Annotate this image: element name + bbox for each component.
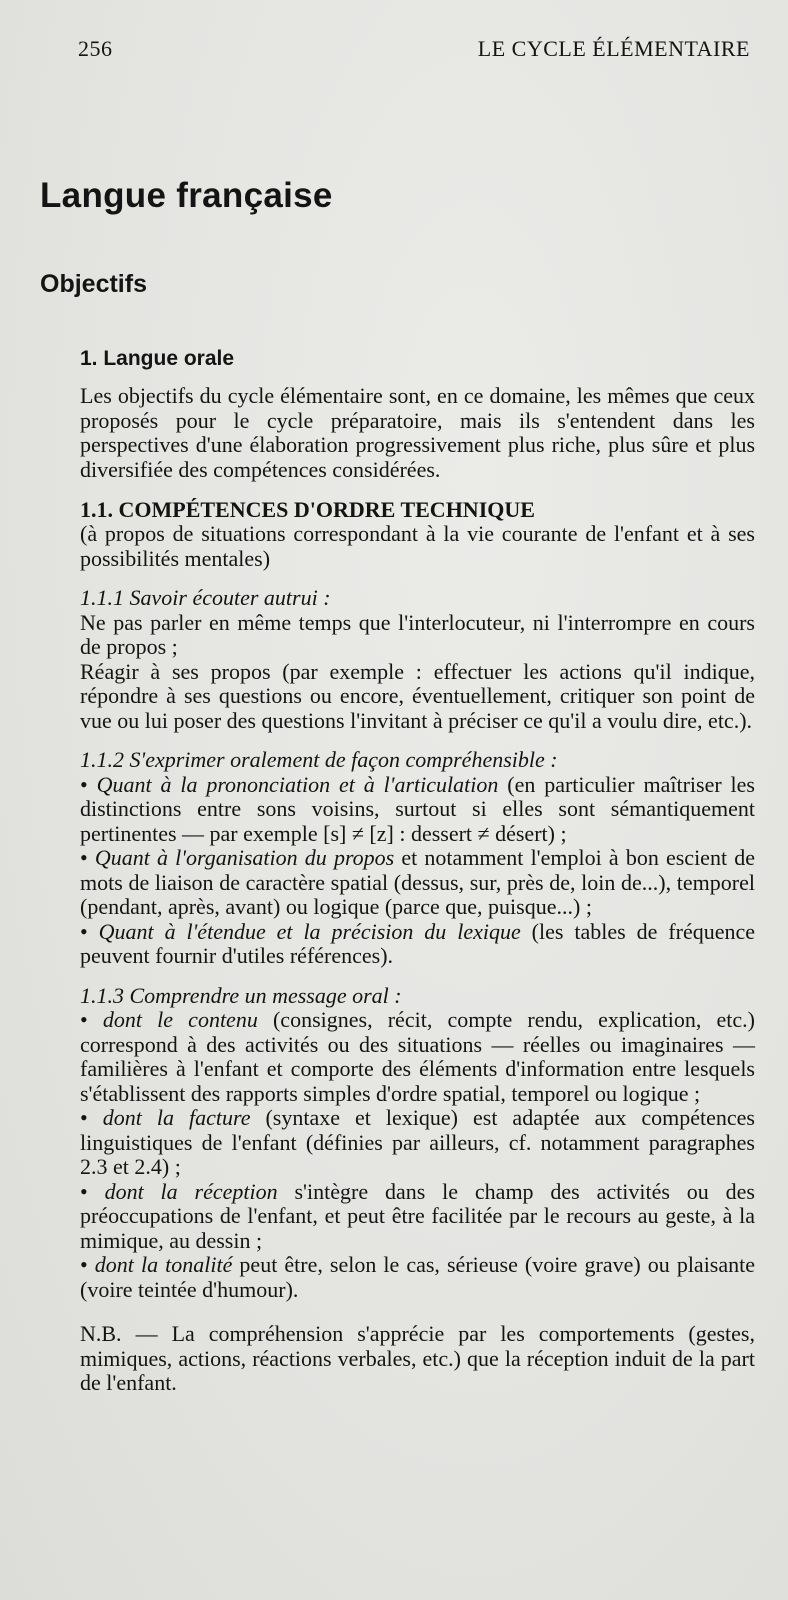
bullet-emphasis: Quant à l'organisation du propos xyxy=(94,845,395,870)
bullet-text: (les tables de fréquence peuvent fournir d'utiles références). xyxy=(80,918,756,968)
bullet-text: (syntaxe et lexique) est adaptée aux compétences linguistiques de l'enfant (définies par ailleurs, cf. notamment paragraphes 2.3 et 2.4) ; xyxy=(80,1105,755,1179)
bullet-text: et notamment l'emploi à bon escient de mots de liaison de caractère spatial (dessus, sur, près de, loin de...), temporel (pendant, après, avant) ou logique (parce que, puisque...) ; xyxy=(80,845,755,919)
bullet-emphasis: Quant à la prononciation et à l'articulation xyxy=(96,771,499,797)
list-item xyxy=(80,1008,755,1106)
item-1-1-1-line-1: Ne pas parler en même temps que l'interlocuteur, ni l'interrompre en cours de propos ; xyxy=(80,609,755,659)
bullet-emphasis: dont le contenu xyxy=(102,1007,258,1032)
list-item xyxy=(80,1253,755,1302)
bullet-text: (en particulier maîtriser les distinctions entre sons voisins, surtout si elles sont sémantiquement pertinentes — par exemple [s] ≠ [z] : dessert ≠ désert) ; xyxy=(80,771,755,846)
list-item xyxy=(80,1180,755,1254)
item-1-1-3 xyxy=(80,984,755,1303)
bullet-emphasis: dont la facture xyxy=(102,1105,251,1130)
list-item xyxy=(80,1106,755,1180)
subtitle-objectifs: Objectifs xyxy=(40,270,147,298)
bullet-emphasis: dont la réception xyxy=(104,1178,278,1204)
page-title: Langue française xyxy=(40,176,333,215)
list-item xyxy=(80,846,755,920)
bullet-text: s'intègre dans le champ des activités ou des préoccupations de l'enfant, et peut être facilitée par le recours au geste, à la mimique, au dessin ; xyxy=(80,1178,755,1253)
note-nb: N.B. — La compréhension s'apprécie par les comportements (gestes, mimiques, actions, réactions verbales, etc.) que la réception induit de la part de l'enfant. xyxy=(80,1321,755,1395)
item-1-1-1-heading: 1.1.1 Savoir écouter autrui : xyxy=(80,585,331,610)
list-item xyxy=(80,773,755,847)
section-1-1-scope: (à propos de situations correspondant à la vie courante de l'enfant et à ses possibilités mentales) xyxy=(80,521,755,571)
running-head: LE CYCLE ÉLÉMENTAIRE xyxy=(477,36,750,61)
section-1-1-title: 1.1. COMPÉTENCES D'ORDRE TECHNIQUE xyxy=(80,497,535,522)
bullet-text: peut être, selon le cas, sérieuse (voire grave) ou plaisante (voire teintée d'humour). xyxy=(80,1252,756,1302)
page-header xyxy=(78,36,750,68)
item-1-1-3-heading: 1.1.3 Comprendre un message oral : xyxy=(80,982,402,1008)
main-content xyxy=(80,346,755,1396)
page-number: 256 xyxy=(78,36,113,61)
bullet-emphasis: dont la tonalité xyxy=(94,1252,233,1277)
item-1-1-2-heading: 1.1.2 S'exprimer oralement de façon compréhensible : xyxy=(80,747,558,772)
item-1-1-1 xyxy=(80,586,755,733)
bullet-emphasis: Quant à l'étendue et la précision du lexique xyxy=(98,918,521,944)
item-1-1-2 xyxy=(80,748,755,969)
section-1-1 xyxy=(80,498,755,571)
item-1-1-1-line-2: Réagir à ses propos (par exemple : effectuer les actions qu'il indique, répondre à ses questions ou encore, éventuellement, critiquer son point de vue ou lui poser des questions l'invitant à préciser ce qu'il a voulu dire, etc.). xyxy=(80,658,755,733)
section-1-intro: Les objectifs du cycle élémentaire sont, en ce domaine, les mêmes que ceux proposés pour le cycle préparatoire, mais ils s'entendent dans les perspectives d'une élaboration progressivement plus riche, plus sûre et plus diversifiée des compétences considérées. xyxy=(80,383,755,482)
section-1-title: 1. Langue orale xyxy=(80,347,235,370)
list-item xyxy=(80,920,755,969)
bullet-text: (consignes, récit, compte rendu, explication, etc.) correspond à des activités ou des situations — réelles ou imaginaires — familières à l'enfant et comporte des éléments d'information entre lesquels s'établissent des rapports simples d'ordre spatial, temporel ou logique ; xyxy=(80,1007,756,1106)
